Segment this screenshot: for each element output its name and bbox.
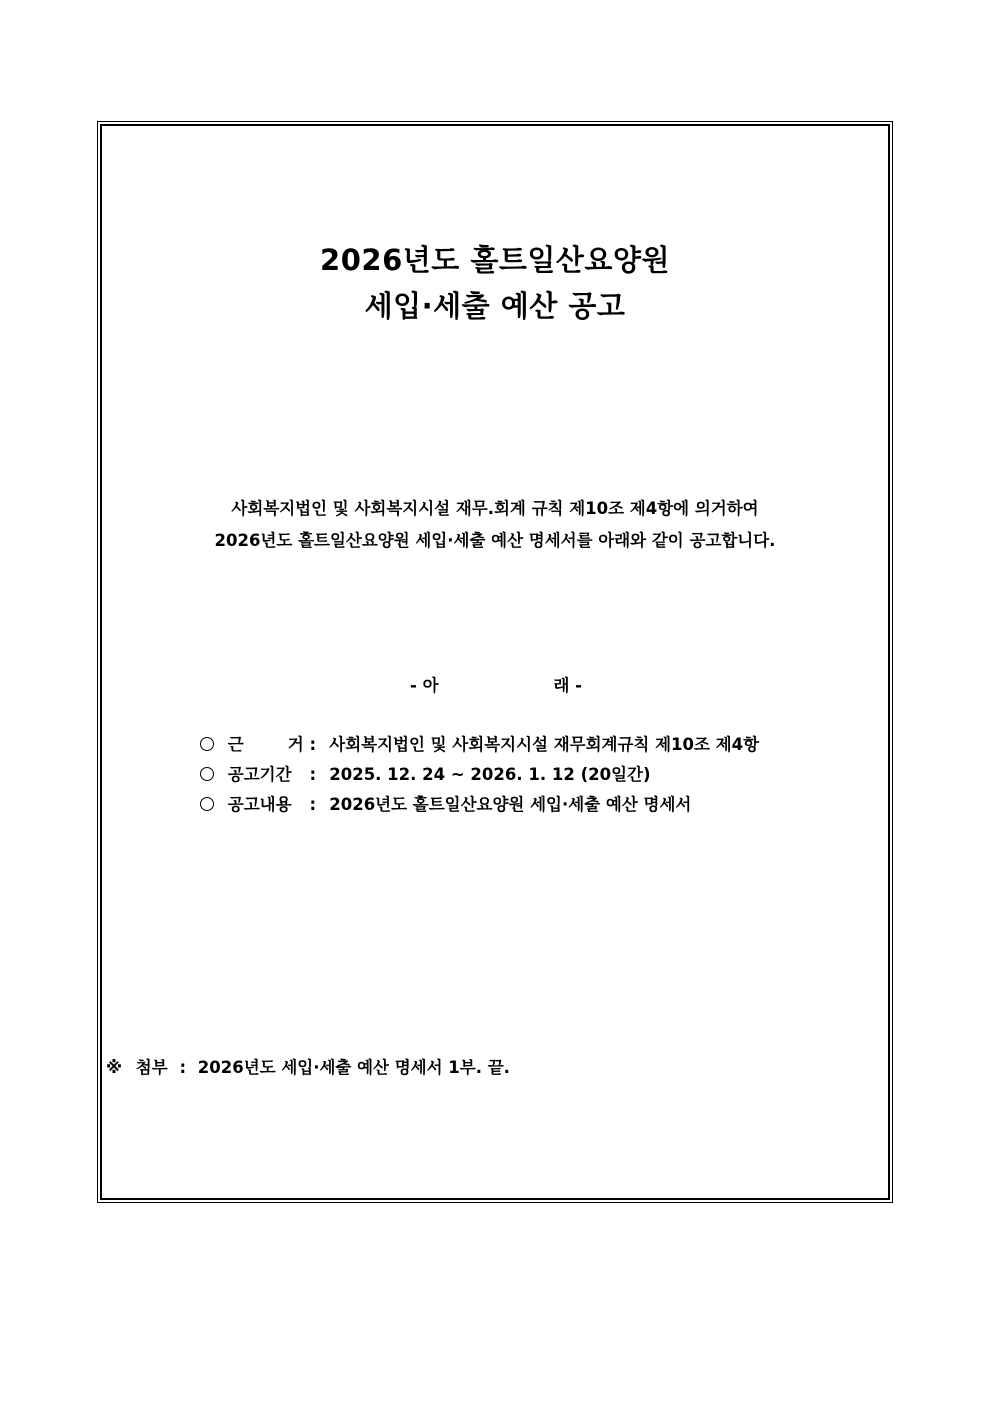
item-content bbox=[200, 793, 691, 817]
page-title-line-1: 2026년도 홀트일산요양원 bbox=[320, 243, 670, 277]
attachment-note bbox=[106, 1056, 510, 1080]
item-period-value: 2025. 12. 24 ~ 2026. 1. 12 (20일간) bbox=[329, 765, 651, 784]
circle-bullet-icon bbox=[200, 797, 214, 811]
attachment-label: 첨부 bbox=[135, 1058, 168, 1077]
item-basis-label-a: 근 bbox=[227, 735, 244, 754]
item-basis-label-b: 거 bbox=[287, 735, 304, 754]
item-content-colon: : bbox=[309, 795, 317, 814]
item-content-value: 2026년도 홀트일산요양원 세입·세출 예산 명세서 bbox=[329, 795, 692, 814]
page-title-line-2: 세입·세출 예산 공고 bbox=[364, 289, 626, 323]
intro-line-1: 사회복지법인 및 사회복지시설 재무.회계 규칙 제10조 제4항에 의거하여 bbox=[231, 499, 759, 518]
circle-bullet-icon bbox=[200, 737, 214, 751]
item-period-colon: : bbox=[309, 765, 317, 784]
circle-bullet-icon bbox=[200, 767, 214, 781]
item-period bbox=[200, 763, 651, 787]
note-heading-left: - 아 bbox=[410, 676, 439, 695]
reference-mark-icon: ※ bbox=[106, 1058, 123, 1077]
attachment-value: 2026년도 세입·세출 예산 명세서 1부. 끝. bbox=[197, 1058, 510, 1077]
note-heading-right: 래 - bbox=[553, 676, 582, 695]
item-basis-colon: : bbox=[309, 735, 317, 754]
item-content-label: 공고내용 bbox=[227, 795, 292, 814]
intro-line-2: 2026년도 홀트일산요양원 세입·세출 예산 명세서를 아래와 같이 공고합니다. bbox=[214, 531, 776, 550]
item-period-label: 공고기간 bbox=[227, 765, 292, 784]
item-basis bbox=[200, 733, 759, 757]
item-basis-label bbox=[228, 733, 304, 757]
attachment-colon: : bbox=[179, 1058, 187, 1077]
item-basis-value: 사회복지법인 및 사회복지시설 재무회계규칙 제10조 제4항 bbox=[329, 735, 760, 754]
note-heading bbox=[410, 674, 582, 698]
